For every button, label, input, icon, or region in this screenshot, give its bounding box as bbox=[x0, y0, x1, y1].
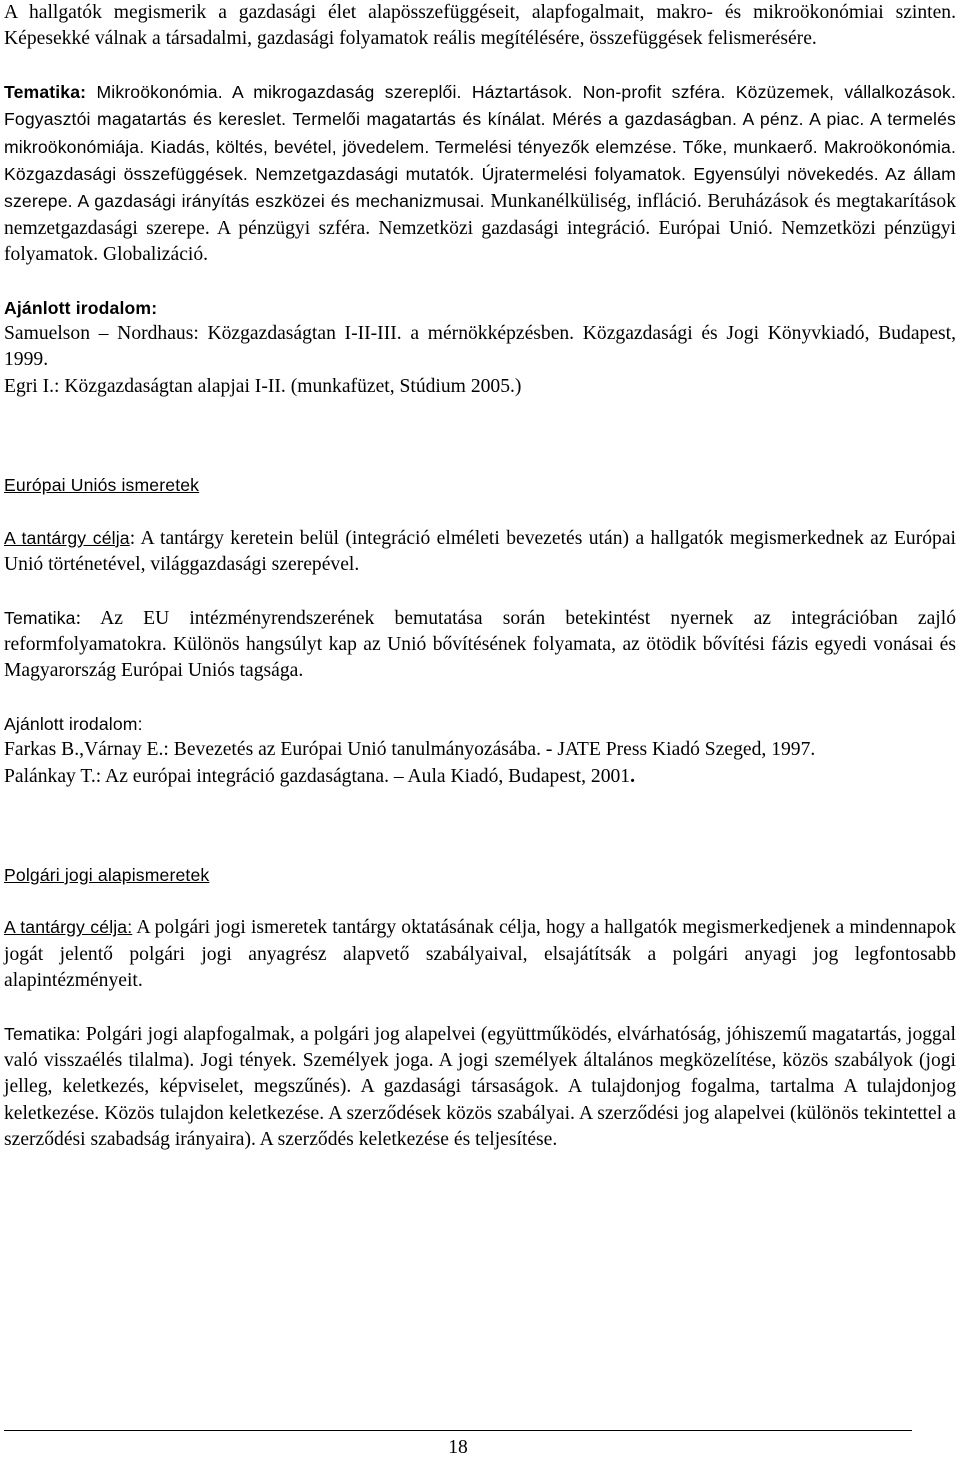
civil-cel-label: A tantárgy célja: bbox=[4, 917, 133, 938]
eu-cel-text: : A tantárgy keretein belül (integráció elméleti bevezetés után) a hallgatók megismerkednek az Európai Unió történetével, világgazdasági szerepével. bbox=[4, 527, 956, 576]
tematika-text-serif: Munkanélküliség, infláció. Beruházások és megtakarítások nemzetgazdasági szerepe. A pénzügyi szféra. Nemzetközi gazdasági integráció. Európai Unió. Nemzetközi pénzügyi folyamatok. Globalizáció. bbox=[4, 191, 956, 266]
eu-tematika bbox=[4, 605, 956, 685]
civil-cel-text: A polgári jogi ismeretek tantárgy oktatásának célja, hogy a hallgatók megismerkedjenek a mindennapok jogát jelentő polgári jogi anyagrész alapvető szabályaival, elsajátítsák a polgári anyagi jog legfontosabb alapintézményeit. bbox=[4, 917, 956, 992]
page-number: 18 bbox=[448, 1437, 468, 1458]
eu-irodalom-label: Ajánlott irodalom: bbox=[4, 713, 143, 734]
document-page bbox=[4, 0, 956, 1154]
irodalom-label: Ajánlott irodalom: bbox=[4, 297, 158, 318]
intro-paragraph: A hallgatók megismerik a gazdasági élet alapösszefüggéseit, alapfogalmait, makro- és mikroökonómiai szinten. Képesekké válnak a társadalmi, gazdasági folyamatok reális megítélésére, összefüggések felismerésére. bbox=[4, 2, 956, 50]
eu-irodalom-item bbox=[4, 764, 956, 790]
civil-tematika-label: Tematika: bbox=[4, 1023, 81, 1044]
eu-irodalom-text: Palánkay T.: Az európai integráció gazdaságtana. – Aula Kiadó, Budapest, 2001 bbox=[4, 765, 631, 787]
eu-irodalom-end: . bbox=[630, 765, 635, 787]
eu-cel bbox=[4, 525, 956, 579]
footer-divider bbox=[4, 1430, 912, 1431]
eu-irodalom-item: Farkas B.,Várnay E.: Bevezetés az Európai Unió tanulmányozásába. - JATE Press Kiadó Szeged, 1997. bbox=[4, 739, 816, 761]
civil-tematika bbox=[4, 1021, 956, 1154]
micro-macro-tematika bbox=[4, 79, 956, 269]
section-heading-eu: Európai Uniós ismeretek bbox=[4, 475, 200, 496]
tematika-label: Tematika: bbox=[4, 81, 87, 102]
irodalom-item: Samuelson – Nordhaus: Közgazdaságtan I-II-III. a mérnökképzésben. Közgazdasági és Jogi Könyvkiadó, Budapest, 1999. bbox=[4, 323, 956, 371]
civil-cel bbox=[4, 914, 956, 994]
tematika-text-sans: Mikroökonómia. A mikrogazdaság szereplői. Háztartások. Non-profit szféra. Közüzemek, vállalkozások. Fogyasztói magatartás és kereslet. Termelői magatartás és kínálat. Mérés a gazdaságban. A pénz. A piac. A termelés mikroökonómiája. Kiadás, költés, bevétel, jövedelem. Termelési tényezők elemzése. Tőke, munkaerő. Makroökonómia. Közgazdasági összefüggések. Nemzetgazdasági mutatók. Újratermelési folyamatok. Egyensúlyi növekedés. Az állam szerepe. A gazdasági irányítás eszközei és mechanizmusai. bbox=[4, 81, 956, 212]
civil-tematika-text: Polgári jogi alapfogalmak, a polgári jog alapelvei (együttműködés, elvárhatóság, jóhiszemű magatartás, joggal való visszaélés tilalma). Jogi tények. Személyek joga. A jogi személyek általános megközelítése, közös szabályok (jogi jelleg, keletkezés, képviselet, megszűnés). A gazdasági társaságok. A tulajdonjog fogalma, tartalma A tulajdonjog keletkezése. Közös tulajdon keletkezése. A szerződések közös szabályai. A szerződési jog alapelvei (különös tekintettel a szerződési szabadság irányaira). A szerződés keletkezése és teljesítése. bbox=[4, 1023, 956, 1151]
eu-tematika-text: : Az EU intézményrendszerének bemutatása során betekintést nyernek az integrációban zajló reformfolyamatokra. Különös hangsúlyt kap az Unió bővítésének folyamata, az ötödik bővítési fázis egyedi vonásai és Magyarország Európai Uniós tagsága. bbox=[4, 607, 956, 682]
eu-tematika-label: Tematika bbox=[4, 607, 76, 628]
irodalom-item: Egri I.: Közgazdaságtan alapjai I-II. (munkafüzet, Stúdium 2005.) bbox=[4, 375, 522, 397]
eu-cel-label: A tantárgy célja bbox=[4, 527, 130, 548]
section-heading-civil: Polgári jogi alapismeretek bbox=[4, 864, 210, 885]
